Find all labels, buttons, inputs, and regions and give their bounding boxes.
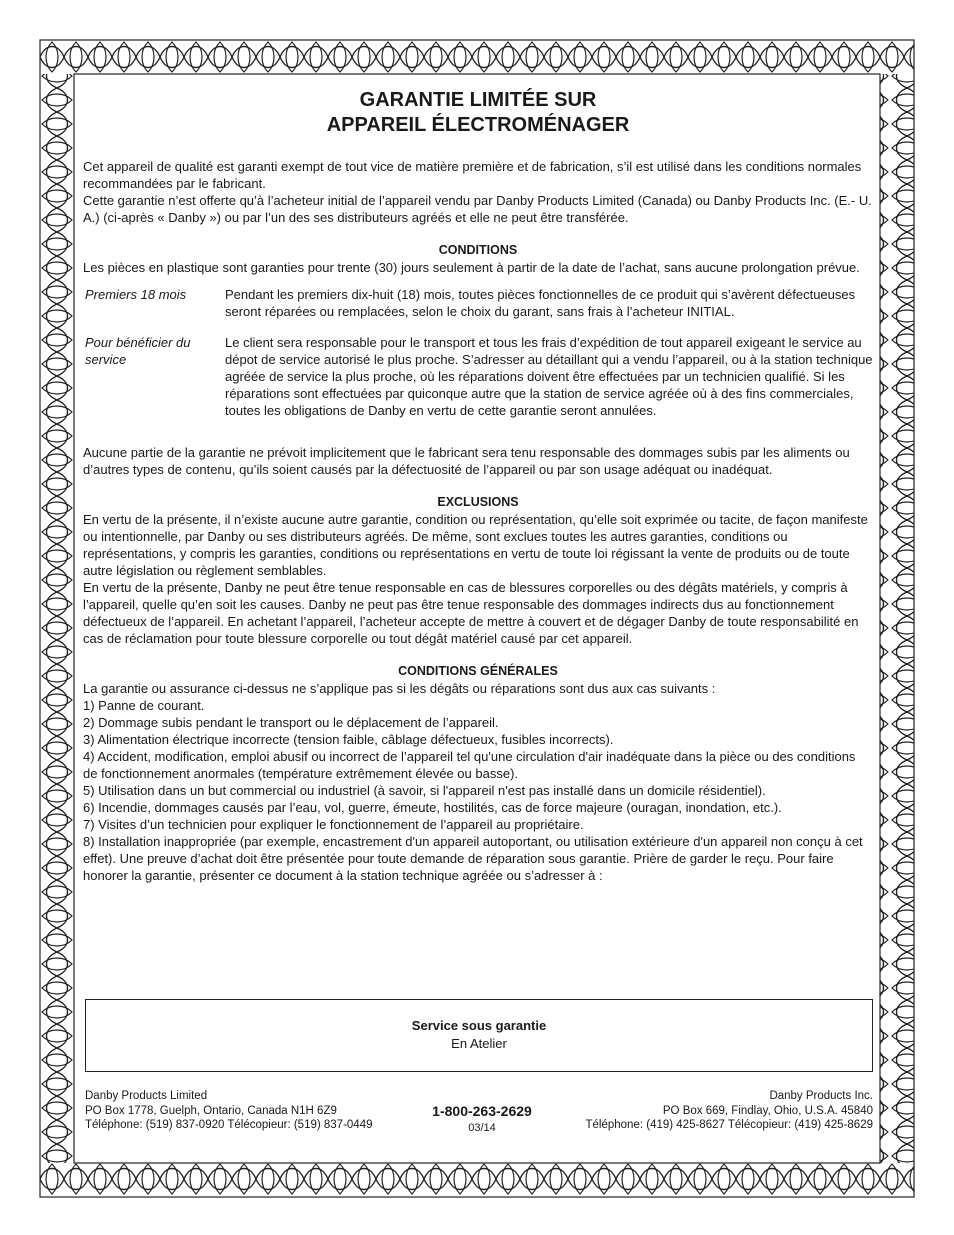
document-title [83,88,873,138]
list-item: 8) Installation inappropriée (par exemple, encastrement d'un appareil autoportant, ou utilisation extérieure d'un appareil non conçu à cet effet). Une preuve d’achat doit être présentée pour toute demande de réparation sous garantie. Prière de garder le reçu. Pour faire honorer la garantie, présenter ce document à la station technique agréée ou s’adresser à : [83,834,863,883]
footer-phone: 1-800-263-2629 [432,1103,532,1119]
intro-paragraph-1: Cet appareil de qualité est garanti exempt de tout vice de matière première et de fabrication, s’il est utilisé dans les conditions normales recommandées par le fabricant. [83,159,862,191]
exclusions-heading: EXCLUSIONS [437,495,519,509]
footer-line: PO Box 669, Findlay, Ohio, U.S.A. 45840 [662,1104,873,1117]
footer-line: Danby Products Inc. [769,1090,873,1102]
footer-line: Téléphone: (519) 837-0920 Télécopieur: (519) 837-0449 [85,1119,373,1131]
term-first-18-months [83,286,873,320]
list-item: 5) Utilisation dans un but commercial ou industriel (à savoir, si l'appareil n'est pas installé dans un domicile résidentiel). [83,783,766,798]
conditions-heading: CONDITIONS [438,243,518,257]
warranty-document [83,88,873,884]
list-item: 6) Incendie, dommages causés par l’eau, vol, guerre, émeute, hostilités, cas de force majeure (ouragan, inondation, etc.). [83,800,782,815]
conditions-text: Les pièces en plastique sont garanties pour trente (30) jours seulement à partir de la date de l’achat, sans aucune prolongation prévue. [83,260,860,275]
footer-canada-address [85,1089,373,1133]
footer-line: PO Box 1778, Guelph, Ontario, Canada N1H 6Z9 [85,1104,337,1117]
list-item: 7) Visites d’un technicien pour expliquer le fonctionnement de l’appareil au propriétaire. [83,817,584,832]
term-service [83,334,873,419]
service-title: Service sous garantie [411,1018,547,1033]
footer-line: Danby Products Limited [85,1090,208,1102]
footer-usa-address [586,1089,874,1133]
list-item: 3) Alimentation électrique incorrecte (tension faible, câblage défectueux, fusibles incorrects). [83,732,614,747]
title-line-1: GARANTIE LIMITÉE SUR [359,89,597,111]
service-box [85,999,873,1072]
general-conditions-heading: CONDITIONS GÉNÉRALES [398,664,558,678]
title-line-2: APPAREIL ÉLECTROMÉNAGER [326,114,630,136]
exclusions-paragraph-1: En vertu de la présente, il n’existe aucune autre garantie, condition ou représentation, qu’elle soit exprimée ou tacite, de façon manifeste ou intentionnelle, par Danby ou ses distributeurs agréés. De même, sont exclues toutes les autres garanties, conditions ou représentations, y compris les garanties, conditions ou représentations en vertu de toute loi régissant la vente de produits ou de toute autre législation ou règlement semblables. [83,512,868,578]
term-text: Le client sera responsable pour le transport et tous les frais d’expédition de tout appareil exigeant le service au dépot de service autorisé le plus proche. S’adresser au détaillant qui a vendu l’appareil, ou à la station technique agréée de service la plus proche, où les réparations doivent être effectuées par un technicien qualifié. Si les réparations sont effectuées par quiconque autre que la station de service agréée où à des fins commerciales, toutes les obligations de Danby en vertu de cette garantie seront annulées. [225,335,873,418]
list-item: 4) Accident, modification, emploi abusif ou incorrect de l’appareil tel qu'une circulation d'air inadéquate dans la pièce ou des conditions de fonctionnement anormales (température extrêmement élevée ou basse). [83,749,856,781]
footer-line: Téléphone: (419) 425-8627 Télécopieur: (419) 425-8629 [585,1119,873,1131]
intro-paragraph-2: Cette garantie n’est offerte qu’à l’acheteur initial de l’appareil vendu par Danby Products Limited (Canada) ou Danby Products Inc. (E.- U. A.) (ci-après « Danby ») ou par l’un des ses distributeurs agréés et elle ne peut être transférée. [83,193,872,225]
term-label: Pour bénéficier du service [85,335,191,367]
list-item: 2) Dommage subis pendant le transport ou le déplacement de l’appareil. [83,715,499,730]
liability-paragraph: Aucune partie de la garantie ne prévoit implicitement que le fabricant sera tenu responsable des dommages subis par les aliments ou d’autres types de contenu, qu’ils soient causés par la défectuosité de l’appareil ou par son usage adéquat ou inadéquat. [83,445,850,477]
general-conditions-intro: La garantie ou assurance ci-dessus ne s’applique pas si les dégâts ou réparations sont dus aux cas suivants : [83,681,716,696]
term-text: Pendant les premiers dix-huit (18) mois, toutes pièces fonctionnelles de ce produit qui s’avèrent défectueuses seront réparées ou remplacées, selon le choix du garant, sans frais à l’acheteur INITIAL. [225,287,856,319]
footer-date: 03/14 [468,1121,496,1134]
footer-center [385,1104,579,1135]
list-item: 1) Panne de courant. [83,698,205,713]
term-label: Premiers 18 mois [85,287,187,302]
service-subtitle: En Atelier [451,1036,507,1051]
exclusions-paragraph-2: En vertu de la présente, Danby ne peut être tenue responsable en cas de blessures corporelles ou des dégâts matériels, y compris à l’appareil, quelle qu’en soit les causes. Danby ne peut pas être tenue responsable des dommages indirects dus au fonctionnement défectueux de l’appareil. En achetant l’appareil, l’acheteur accepte de mettre à couvert et de dégager Danby de toute responsabilité en cas de réclamation pour toute blessure corporelle ou tout dégât matériel causé par cet appareil. [83,580,859,646]
